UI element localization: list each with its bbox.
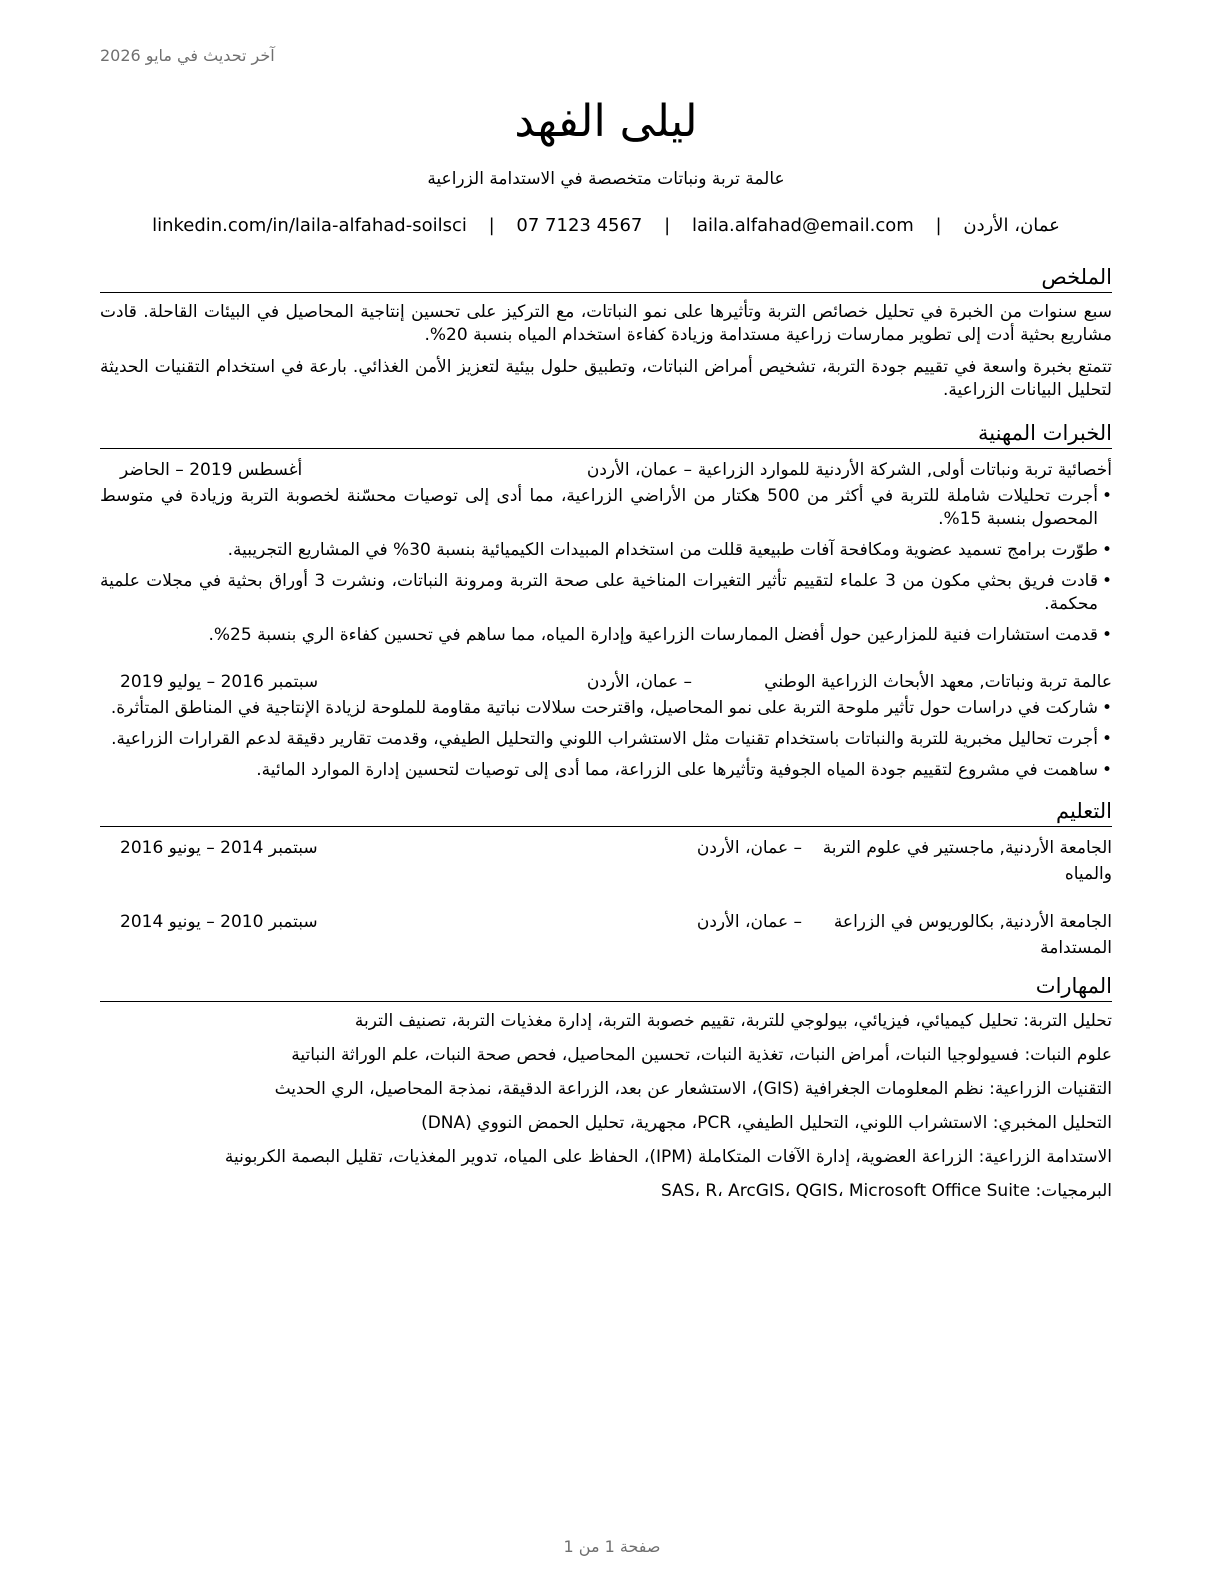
- job-location: – عمان، الأردن: [586, 672, 692, 692]
- education-location: – عمان، الأردن: [696, 838, 802, 858]
- candidate-name: ليلى الفهد: [514, 96, 698, 147]
- job-header: [100, 669, 1112, 695]
- section-title-education: التعليم: [100, 796, 1112, 827]
- education-dates: سبتمبر 2010 – يونيو 2014: [120, 912, 318, 932]
- job-title-org: أخصائية تربة ونباتات أولى, الشركة الأردنية للموارد الزراعية: [697, 460, 1112, 480]
- contact-separator: |: [488, 215, 495, 236]
- job-entry: [100, 457, 1112, 647]
- skill-row: الاستدامة الزراعية: الزراعة العضوية، إدارة الآفات المتكاملة (IPM)، الحفاظ على المياه، تدوير المغذيات، تقليل البصمة الكربونية: [224, 1147, 1112, 1167]
- job-dates: أغسطس 2019 – الحاضر: [120, 460, 303, 480]
- contact-location: عمان، الأردن: [963, 215, 1060, 236]
- education-entry: [100, 909, 1112, 961]
- job-bullet: • أجرت تحليلات شاملة للتربة في أكثر من 500 هكتار من الأراضي الزراعية، مما أدى إلى توصيات محسّنة لخصوبة التربة وزيادة في متوسط المحصول بنسبة 15%.: [100, 485, 1112, 531]
- contact-linkedin[interactable]: linkedin.com/in/laila-alfahad-soilsci: [152, 215, 467, 236]
- job-title-org: عالمة تربة ونباتات, معهد الأبحاث الزراعية الوطني: [764, 672, 1112, 692]
- job-bullets: [100, 697, 1112, 782]
- summary-section: [100, 262, 1112, 402]
- education-school-degree: الجامعة الأردنية, بكالوريوس في الزراعة المستدامة: [833, 912, 1112, 958]
- job-bullet: • شاركت في دراسات حول تأثير ملوحة التربة على نمو المحاصيل، واقترحت سلالات نباتية مقاومة للملوحة لزيادة الإنتاجية في المناطق المتأثرة.: [100, 697, 1112, 720]
- section-title-summary: الملخص: [100, 262, 1112, 293]
- job-bullet: • ساهمت في مشروع لتقييم جودة المياه الجوفية وتأثيرها على الزراعة، مما أدى إلى توصيات لتحسين إدارة الموارد المائية.: [100, 759, 1112, 782]
- summary-paragraph: تتمتع بخبرة واسعة في تقييم جودة التربة، تشخيص أمراض النباتات، وتطبيق حلول بيئية لتعزيز الأمن الغذائي. بارعة في استخدام التقنيات الحديثة لتحليل البيانات الزراعية.: [100, 357, 1112, 400]
- last-updated-note: آخر تحديث في مايو 2026: [100, 46, 275, 65]
- skill-row: علوم النبات: فسيولوجيا النبات، أمراض النبات، تغذية النبات، تحسين المحاصيل، فحص صحة النبات، علم الوراثة النباتية: [291, 1045, 1112, 1065]
- education-section: [100, 796, 1112, 961]
- candidate-subtitle: عالمة تربة ونباتات متخصصة في الاستدامة الزراعية: [427, 169, 785, 189]
- skill-row: التقنيات الزراعية: نظم المعلومات الجغرافية (GIS)، الاستشعار عن بعد، الزراعة الدقيقة، نمذجة المحاصيل، الري الحديث: [274, 1079, 1112, 1099]
- skill-row: تحليل التربة: تحليل كيميائي، فيزيائي، بيولوجي للتربة، تقييم خصوبة التربة، إدارة مغذيات التربة، تصنيف التربة: [354, 1011, 1112, 1031]
- job-bullet: • طوّرت برامج تسميد عضوية ومكافحة آفات طبيعية قللت من استخدام المبيدات الكيميائية بنسبة 30% في المشاريع التجريبية.: [100, 539, 1112, 562]
- skill-row: التحليل المخبري: الاستشراب اللوني، التحليل الطيفي، PCR، مجهرية، تحليل الحمض النووي (DNA): [421, 1113, 1112, 1133]
- job-bullet: • أجرت تحاليل مخبرية للتربة والنباتات باستخدام تقنيات مثل الاستشراب اللوني والتحليل الطيفي، وقدمت تقارير دقيقة لدعم القرارات الزراعية.: [100, 728, 1112, 751]
- job-bullets: [100, 485, 1112, 647]
- section-title-skills: المهارات: [100, 971, 1112, 1002]
- job-bullet: • قادت فريق بحثي مكون من 3 علماء لتقييم تأثير التغيرات المناخية على صحة التربة ومرونة النباتات، ونشرت 3 أوراق بحثية في مجلات علمية محكمة.: [100, 570, 1112, 616]
- job-dates: سبتمبر 2016 – يوليو 2019: [120, 672, 319, 692]
- contact-email[interactable]: laila.alfahad@email.com: [691, 215, 914, 236]
- page-number: صفحة 1 من 1: [563, 1537, 661, 1556]
- summary-paragraph: سبع سنوات من الخبرة في تحليل خصائص التربة وتأثيرها على نمو النباتات، مع التركيز على تحسين إنتاجية المحاصيل في البيئات القاحلة. قادت مشاريع بحثية أدت إلى تطوير ممارسات زراعية مستدامة وزيادة كفاءة استخدام المياه بنسبة 20%.: [100, 302, 1112, 345]
- job-location: – عمان، الأردن: [586, 460, 692, 480]
- job-entry: [100, 669, 1112, 782]
- education-location: – عمان، الأردن: [696, 912, 802, 932]
- job-bullet: • قدمت استشارات فنية للمزارعين حول أفضل الممارسات الزراعية وإدارة المياه، مما ساهم في تحسين كفاءة الري بنسبة 25%.: [100, 624, 1112, 647]
- experience-section: [100, 418, 1112, 782]
- section-title-experience: الخبرات المهنية: [100, 418, 1112, 449]
- resume-content: [100, 90, 1112, 1214]
- contact-line: [100, 212, 1112, 240]
- education-dates: سبتمبر 2014 – يونيو 2016: [120, 838, 318, 858]
- education-entry: [100, 835, 1112, 887]
- contact-phone[interactable]: 07 7123 4567: [516, 215, 643, 236]
- skills-section: [100, 971, 1112, 1203]
- job-header: [100, 457, 1112, 483]
- contact-separator: |: [935, 215, 942, 236]
- contact-separator: |: [664, 215, 671, 236]
- skill-row: البرمجيات: SAS، R، ArcGIS، QGIS، Microsoft Office Suite: [661, 1181, 1112, 1201]
- education-school-degree: الجامعة الأردنية, ماجستير في علوم التربة والمياه: [822, 838, 1112, 884]
